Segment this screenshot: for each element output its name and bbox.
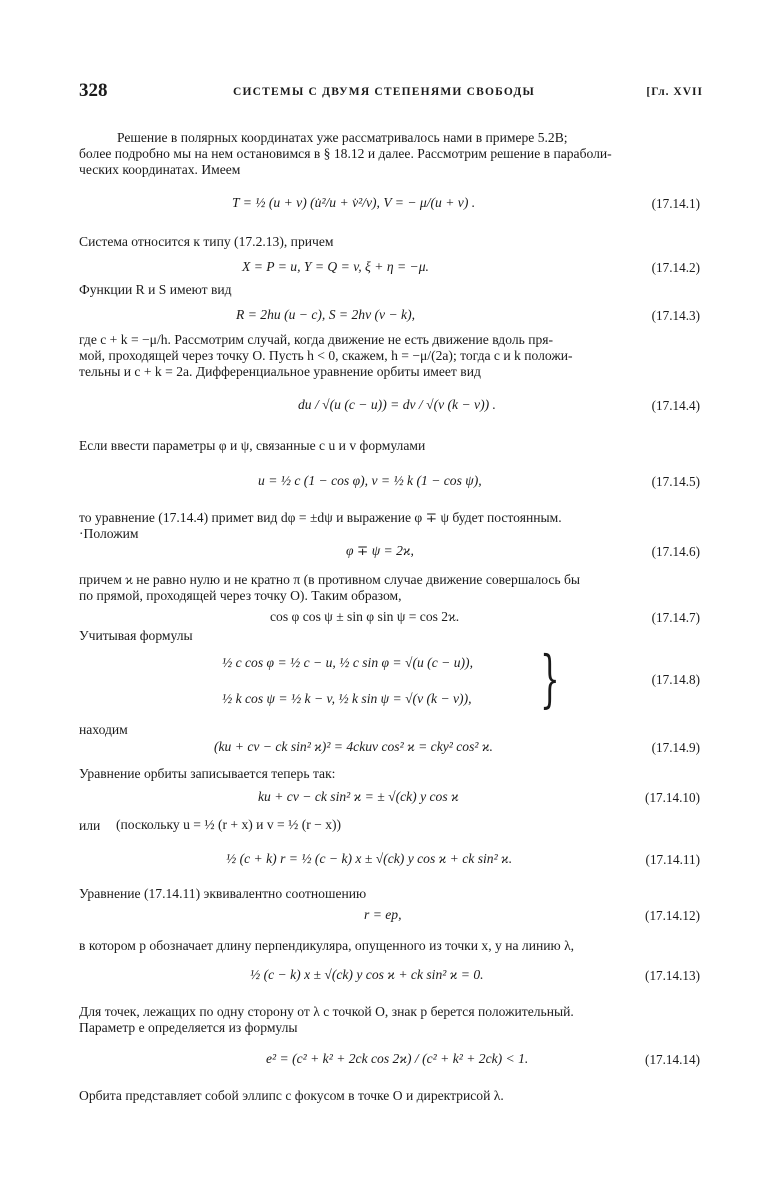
paragraph-line: Функции R и S имеют вид — [79, 282, 232, 297]
equation: e² = (c² + k² + 2ck cos 2ϰ) / (c² + k² + 2ck) < 1. — [266, 1051, 529, 1066]
equation: R = 2hu (u − c), S = 2hv (v − k), — [236, 307, 415, 322]
paragraph-line: Уравнение (17.14.11) эквивалентно соотношению — [79, 886, 367, 901]
equation-number: (17.14.8) — [651, 672, 700, 687]
chapter-label: [Гл. XVII — [646, 86, 703, 98]
paragraph-line: или — [79, 818, 101, 833]
equation-number: (17.14.3) — [651, 308, 700, 323]
equation: ½ k cos ψ = ½ k − v, ½ k sin ψ = √(v (k − v)), — [222, 691, 472, 706]
paragraph-line: в котором p обозначает длину перпендикуляра, опущенного из точки x, y на линию λ, — [79, 938, 575, 953]
equation: ½ (c − k) x ± √(ck) y cos ϰ + ck sin² ϰ = 0. — [250, 967, 484, 982]
equation: ½ (c + k) r = ½ (c − k) x ± √(ck) y cos ϰ + ck sin² ϰ. — [226, 851, 513, 866]
equation: ku + cv − ck sin² ϰ = ± √(ck) y cos ϰ — [258, 789, 459, 804]
equation: φ ∓ ψ = 2ϰ, — [346, 543, 414, 558]
page-number: 328 — [79, 80, 108, 101]
paragraph-line: Решение в полярных координатах уже рассматривалось нами в примере 5.2В; — [117, 130, 568, 145]
equation: r = ep, — [364, 907, 402, 922]
equation-number: (17.14.11) — [645, 852, 700, 867]
equation: (поскольку u = ½ (r + x) и v = ½ (r − x)) — [116, 817, 342, 832]
right-brace: } — [540, 642, 560, 715]
equation-number: (17.14.5) — [651, 474, 700, 489]
paragraph-line: ·Положим — [79, 526, 139, 541]
paragraph-line: Орбита представляет собой эллипс с фокусом в точке O и директрисой λ. — [79, 1088, 504, 1103]
equation-number: (17.14.1) — [651, 196, 700, 211]
paragraph-line: причем ϰ не равно нулю и не кратно π (в противном случае движение совершалось бы — [79, 572, 581, 587]
running-header — [79, 80, 705, 104]
equation-number: (17.14.6) — [651, 544, 700, 559]
paragraph-line: мой, проходящей через точку O. Пусть h < 0, скажем, h = −μ/(2a); тогда c и k положи- — [79, 348, 573, 363]
equation-number: (17.14.4) — [651, 398, 700, 413]
paragraph-line: более подробно мы на нем остановимся в § 18.12 и далее. Рассмотрим решение в параболи- — [79, 146, 612, 161]
equation: u = ½ c (1 − cos φ), v = ½ k (1 − cos ψ), — [258, 473, 482, 488]
paragraph-line: Уравнение орбиты записывается теперь так: — [79, 766, 336, 781]
paragraph-line: находим — [79, 722, 128, 737]
running-title: СИСТЕМЫ С ДВУМЯ СТЕПЕНЯМИ СВОБОДЫ — [233, 86, 536, 98]
equation-number: (17.14.14) — [645, 1052, 700, 1067]
paragraph-line: где c + k = −μ/h. Рассмотрим случай, когда движение не есть движение вдоль пря- — [79, 332, 554, 347]
equation-number: (17.14.12) — [645, 908, 700, 923]
equation: T = ½ (u + v) (u̇²/u + v̇²/v), V = − μ/(u + v) . — [232, 195, 476, 210]
paragraph-line: Параметр e определяется из формулы — [79, 1020, 298, 1035]
equation-number: (17.14.7) — [651, 610, 700, 625]
equation-number: (17.14.2) — [651, 260, 700, 275]
paragraph-line: ческих координатах. Имеем — [79, 162, 241, 177]
equation-number: (17.14.13) — [645, 968, 700, 983]
paragraph-line: Учитывая формулы — [79, 628, 193, 643]
paragraph-line: Если ввести параметры φ и ψ, связанные с u и v формулами — [79, 438, 426, 453]
paragraph-line: Для точек, лежащих по одну сторону от λ с точкой O, знак p берется положительный. — [79, 1004, 574, 1019]
equation: cos φ cos ψ ± sin φ sin ψ = cos 2ϰ. — [270, 609, 460, 624]
equation: X = P = u, Y = Q = v, ξ + η = −μ. — [242, 259, 429, 274]
paragraph-line: Система относится к типу (17.2.13), причем — [79, 234, 334, 249]
paragraph-line: тельны и c + k = 2a. Дифференциальное уравнение орбиты имеет вид — [79, 364, 481, 379]
equation: ½ c cos φ = ½ c − u, ½ c sin φ = √(u (c − u)), — [222, 655, 473, 670]
equation-number: (17.14.10) — [645, 790, 700, 805]
paragraph-line: то уравнение (17.14.4) примет вид dφ = ±dψ и выражение φ ∓ ψ будет постоянным. — [79, 510, 562, 525]
equation: du / √(u (c − u)) = dv / √(v (k − v)) . — [298, 397, 496, 412]
paragraph-line: по прямой, проходящей через точку O). Таким образом, — [79, 588, 402, 603]
equation: (ku + cv − ck sin² ϰ)² = 4ckuv cos² ϰ = cky² cos² ϰ. — [214, 739, 493, 754]
equation-number: (17.14.9) — [651, 740, 700, 755]
